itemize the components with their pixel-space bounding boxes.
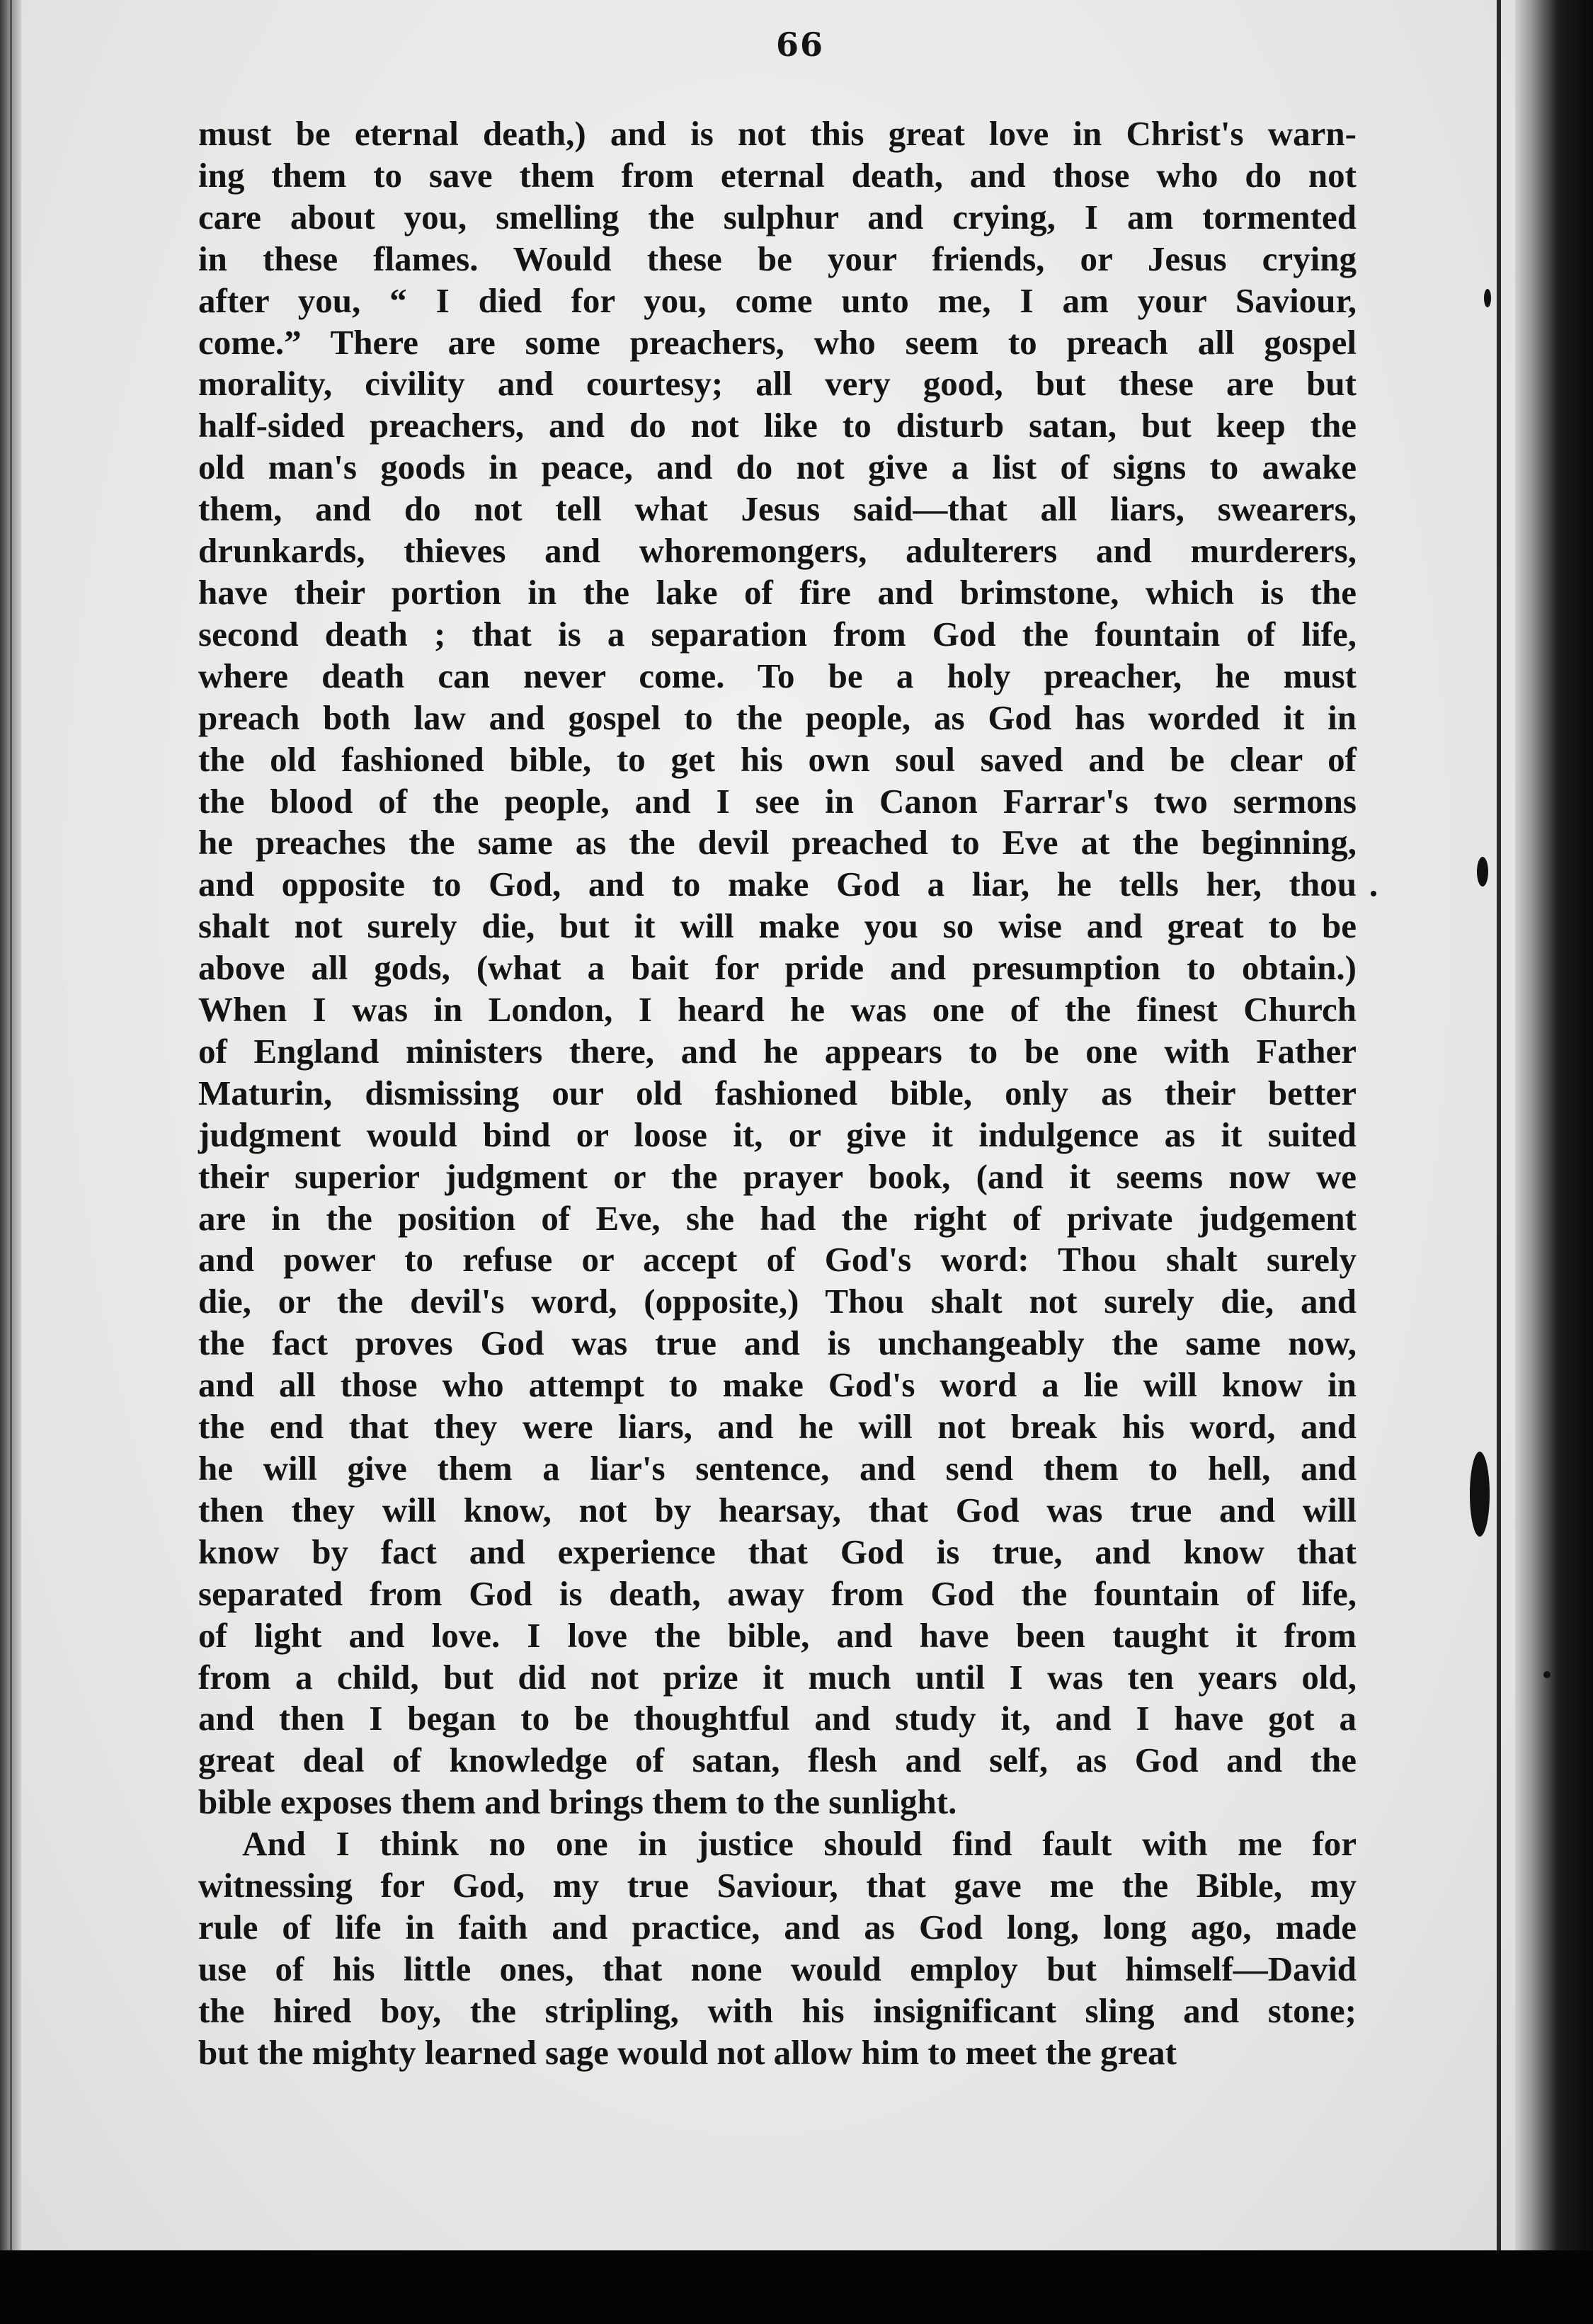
text-line: separated from God is death, away from God the fountain of life, <box>198 1573 1357 1613</box>
text-line: half-sided preachers, and do not like to disturb satan, but keep the <box>198 406 1357 445</box>
text-line: the hired boy, the stripling, with his insignificant sling and stone; <box>198 1990 1357 2030</box>
text-line: in these flames. Would these be your friends, or Jesus crying <box>198 239 1357 278</box>
text-line: die, or the devil's word, (opposite,) Thou shalt not surely die, and <box>198 1282 1357 1321</box>
ink-speck <box>1371 891 1376 896</box>
text-line: use of his little ones, that none would employ but himself—David <box>198 1949 1357 1988</box>
text-line: above all gods, (what a bait for pride and presumption to obtain.) <box>198 948 1357 988</box>
text-line: where death can never come. To be a holy preacher, he must <box>198 656 1357 695</box>
text-line: he will give them a liar's sentence, and send them to hell, and <box>198 1449 1357 1488</box>
ink-speck <box>1477 857 1488 887</box>
ink-speck <box>1484 289 1491 307</box>
text-line: then they will know, not by hearsay, that God was true and will <box>198 1490 1357 1530</box>
text-line: judgment would bind or loose it, or give it indulgence as it suited <box>198 1115 1357 1154</box>
text-line: must be eternal death,) and is not this great love in Christ's warn- <box>198 114 1357 153</box>
text-line: but the mighty learned sage would not allow him to meet the great <box>198 2032 1177 2072</box>
text-line: When I was in London, I heard he was one of the finest Church <box>198 990 1357 1030</box>
text-line: he preaches the same as the devil preached to Eve at the beginning, <box>198 823 1357 862</box>
text-line: and power to refuse or accept of God's word: Thou shalt surely <box>198 1240 1357 1280</box>
text-line: are in the position of Eve, she had the right of private judgement <box>198 1198 1357 1238</box>
text-line: from a child, but did not prize it much until I was ten years old, <box>198 1657 1357 1697</box>
text-line: come.” There are some preachers, who seem to preach all gospel <box>198 322 1357 362</box>
text-line: their superior judgment or the prayer book, (and it seems now we <box>198 1156 1357 1196</box>
text-line: Maturin, dismissing our old fashioned bible, only as their better <box>198 1073 1357 1112</box>
text-line: ing them to save them from eternal death, and those who do not <box>198 155 1357 195</box>
ink-speck <box>1543 1671 1551 1678</box>
text-line: shalt not surely die, but it will make you so wise and great to be <box>198 906 1357 946</box>
paragraph <box>198 113 1357 1823</box>
right-dark-border <box>1515 0 1593 2324</box>
text-line: and all those who attempt to make God's word a lie will know in <box>198 1365 1357 1405</box>
text-line: of light and love. I love the bible, and have been taught it from <box>198 1615 1357 1655</box>
text-line: morality, civility and courtesy; all very good, but these are but <box>198 364 1357 404</box>
text-line: drunkards, thieves and whoremongers, adulterers and murderers, <box>198 531 1357 571</box>
text-line: second death ; that is a separation from God the fountain of life, <box>198 614 1357 654</box>
text-line: the end that they were liars, and he will not break his word, and <box>198 1407 1357 1447</box>
text-line: rule of life in faith and practice, and as God long, long ago, made <box>198 1907 1357 1947</box>
left-edge-line <box>10 0 12 2250</box>
text-line: and then I began to be thoughtful and study it, and I have got a <box>198 1699 1357 1738</box>
body-text <box>198 113 1357 2074</box>
text-line: after you, “ I died for you, come unto me, I am your Saviour, <box>198 280 1357 320</box>
text-line: witnessing for God, my true Saviour, that gave me the Bible, my <box>198 1866 1357 1906</box>
page-number: 66 <box>775 25 824 64</box>
text-line: of England ministers there, and he appears to be one with Father <box>198 1031 1357 1071</box>
text-line: great deal of knowledge of satan, flesh and self, as God and the <box>198 1741 1357 1780</box>
text-line: preach both law and gospel to the people, as God has worded it in <box>198 697 1357 737</box>
text-line: bible exposes them and brings them to the sunlight. <box>198 1782 957 1822</box>
ink-speck <box>1470 1452 1490 1537</box>
text-line: and opposite to God, and to make God a liar, he tells her, thou <box>198 865 1357 904</box>
text-line: have their portion in the lake of fire and brimstone, which is the <box>198 572 1357 612</box>
text-line: know by fact and experience that God is true, and know that <box>198 1532 1357 1571</box>
text-line: And I think no one in justice should find fault with me for <box>242 1824 1357 1864</box>
text-line: the old fashioned bible, to get his own soul saved and be clear of <box>198 739 1357 779</box>
text-line: the blood of the people, and I see in Canon Farrar's two sermons <box>198 781 1357 821</box>
right-binding-line <box>1497 0 1501 2250</box>
bottom-dark-border <box>0 2250 1593 2324</box>
text-line: them, and do not tell what Jesus said—that all liars, swearers, <box>198 489 1357 529</box>
text-line: the fact proves God was true and is unchangeably the same now, <box>198 1323 1357 1363</box>
text-line: care about you, smelling the sulphur and crying, I am tormented <box>198 197 1357 237</box>
paragraph <box>198 1823 1357 2073</box>
text-line: old man's goods in peace, and do not give a list of signs to awake <box>198 448 1357 487</box>
